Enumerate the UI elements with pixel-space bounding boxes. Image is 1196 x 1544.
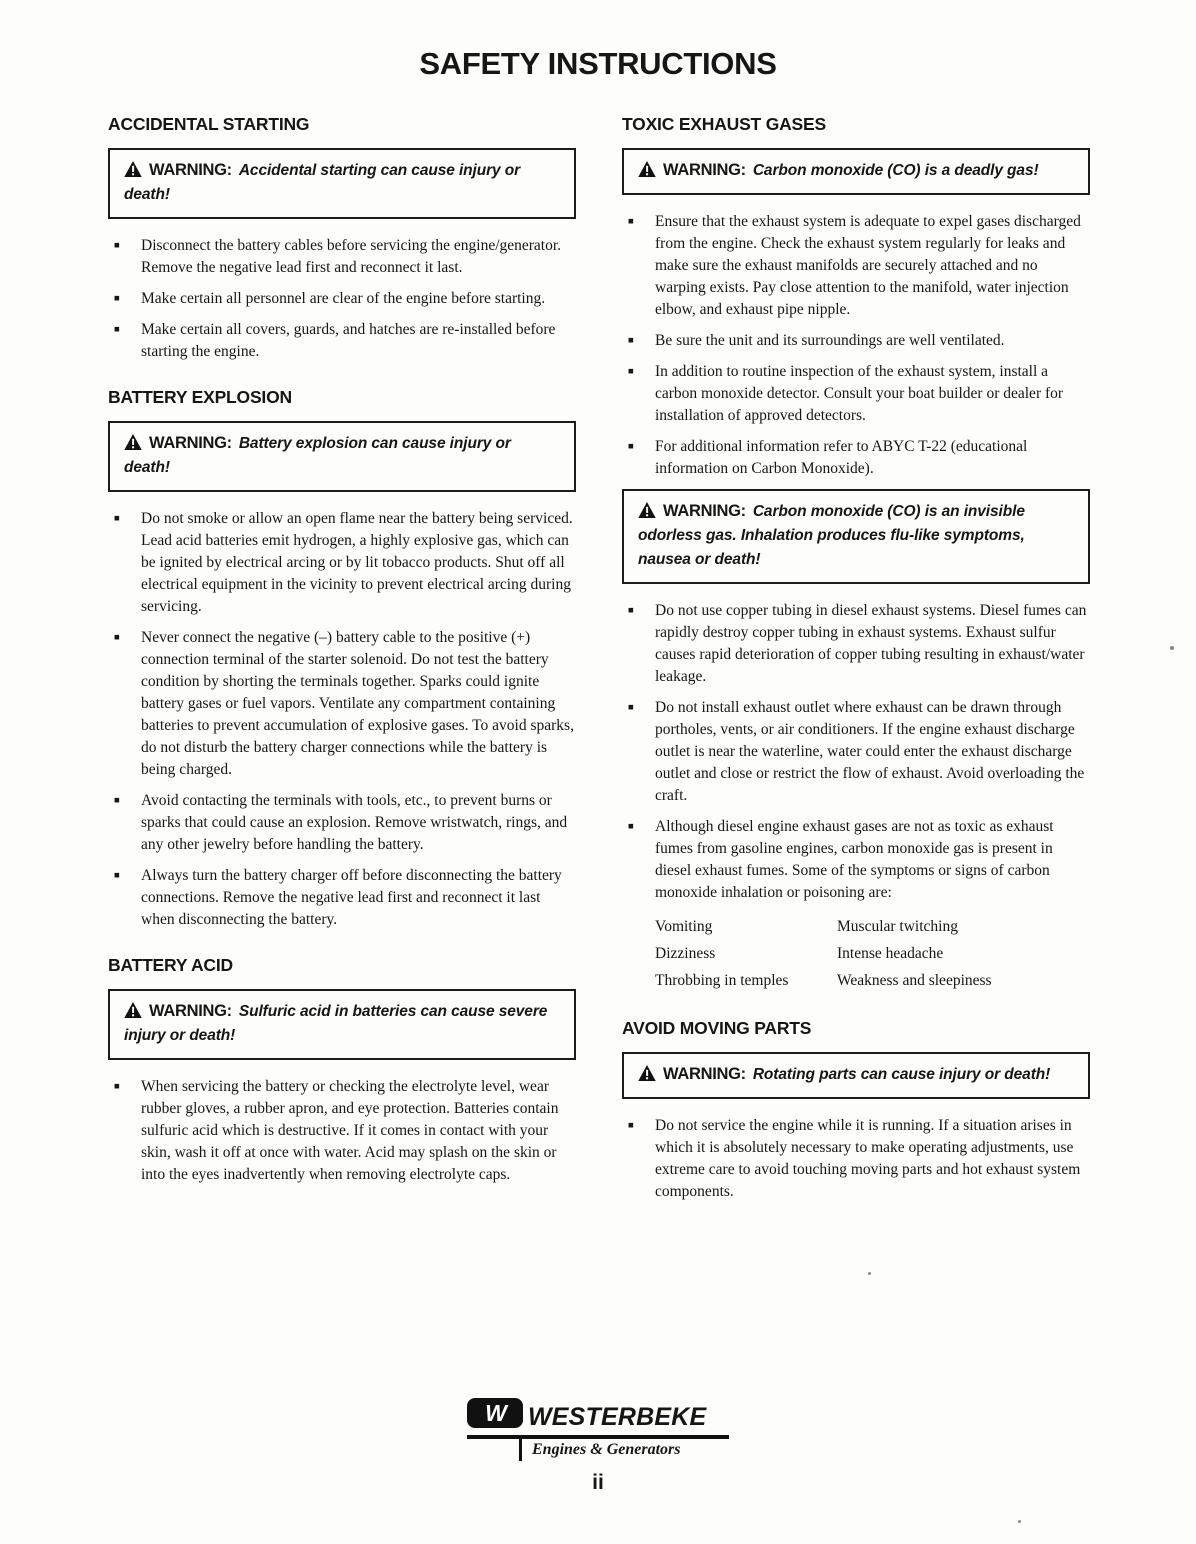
symptom-right: Muscular twitching <box>837 918 958 935</box>
logo-row <box>467 1398 729 1433</box>
list-item <box>622 1115 1090 1203</box>
warning-message <box>638 158 1074 183</box>
bullet-square-icon: ■ <box>114 325 120 335</box>
bullet-square-icon: ■ <box>114 871 120 881</box>
warning-label: WARNING: <box>149 1002 232 1020</box>
list-item-text: Do not use copper tubing in diesel exhaust systems. Diesel fumes can rapidly destroy copper tubing in exhaust systems. Exhaust sulfur causes rapid deterioration of copper tubing resulting in exhaust/water leakage. <box>655 602 1087 685</box>
section-battery-explosion <box>108 387 576 931</box>
svg-text:W: W <box>485 1400 507 1426</box>
list-item-text: Always turn the battery charger off before disconnecting the battery connections. Remove the negative lead first and reconnect it last when disconnecting the battery. <box>141 867 562 928</box>
warning-triangle-icon <box>124 1003 149 1020</box>
warning-text: Battery explosion can cause injury or death! <box>124 435 511 476</box>
list-item-text: Make certain all personnel are clear of the engine before starting. <box>141 290 546 307</box>
list-item <box>108 235 576 279</box>
list-item-text: Do not service the engine while it is running. If a situation arises in which it is absolutely necessary to make operating adjustments, use extreme care to avoid touching moving parts and hot exhaust system components. <box>655 1117 1081 1200</box>
warning-label: WARNING: <box>149 161 232 179</box>
list-item <box>622 330 1090 352</box>
bullet-square-icon: ■ <box>114 1082 120 1092</box>
westerbeke-w-icon <box>467 1398 523 1433</box>
warning-triangle-icon <box>124 162 149 179</box>
warning-triangle-icon <box>638 162 663 179</box>
symptom-left: Vomiting <box>655 918 713 935</box>
warning-text: Carbon monoxide (CO) is a deadly gas! <box>752 162 1039 179</box>
warning-label: WARNING: <box>663 502 746 520</box>
warning-text: Accidental starting can cause injury or death! <box>124 162 521 203</box>
bullet-square-icon: ■ <box>114 241 120 251</box>
symptom-left: Dizziness <box>655 945 716 962</box>
list-item <box>622 816 1090 904</box>
symptom-left: Throbbing in temples <box>655 972 789 989</box>
warning-box <box>622 489 1090 584</box>
left-column <box>108 112 576 1210</box>
right-column <box>622 112 1090 1227</box>
bullet-square-icon: ■ <box>628 217 634 227</box>
list-item <box>108 288 576 310</box>
symptom-right: Intense headache <box>837 945 944 962</box>
bullet-square-icon: ■ <box>628 336 634 346</box>
scan-artifact <box>868 1272 871 1275</box>
bullet-square-icon: ■ <box>628 1121 634 1131</box>
two-column-layout <box>108 112 1088 1227</box>
section-heading: ACCIDENTAL STARTING <box>108 114 310 134</box>
list-item-text: In addition to routine inspection of the exhaust system, install a carbon monoxide detector. Consult your boat builder or dealer for installation of approved detectors. <box>655 363 1064 424</box>
list-item <box>108 865 576 931</box>
section-avoid-moving-parts <box>622 1018 1090 1203</box>
list-item-text: Ensure that the exhaust system is adequate to expel gases discharged from the engine. Check the exhaust system regularly for leaks and make sure the exhaust manifolds are securely attached and no warping exists. Pay close attention to the manifold, water injection elbow, and exhaust pipe nipple. <box>655 213 1081 318</box>
list-item-text: When servicing the battery or checking the electrolyte level, wear rubber gloves, a rubber apron, and eye protection. Batteries contain sulfuric acid which is destructive. If it comes in contact with your skin, wash it off at once with water. Acid may splash on the skin or into the eyes inadvertently when removing electrolyte caps. <box>141 1078 559 1183</box>
list-item <box>108 319 576 363</box>
warning-message <box>124 431 560 480</box>
warning-triangle-icon <box>638 503 663 520</box>
symptom-right: Weakness and sleepiness <box>837 972 992 989</box>
list-item <box>108 1076 576 1186</box>
section-battery-acid <box>108 955 576 1186</box>
warning-box <box>622 1052 1090 1099</box>
list-item <box>622 436 1090 480</box>
bullet-square-icon: ■ <box>114 514 120 524</box>
warning-label: WARNING: <box>663 1065 746 1083</box>
brand-tagline: Engines & Generators <box>519 1439 729 1461</box>
list-item <box>108 790 576 856</box>
section-heading: BATTERY ACID <box>108 955 233 975</box>
bullet-square-icon: ■ <box>114 796 120 806</box>
warning-label: WARNING: <box>149 434 232 452</box>
symptom-row <box>655 967 1090 994</box>
list-item <box>622 600 1090 688</box>
section-heading: AVOID MOVING PARTS <box>622 1018 812 1038</box>
list-item-text: Never connect the negative (–) battery cable to the positive (+) connection terminal of the starter solenoid. Do not test the battery condition by shorting the terminals together. Sparks could ignite battery gases or fuel vapors. Ventilate any compartment containing batteries to prevent accumulation of explosive gases. To avoid sparks, do not disturb the battery charger connections while the battery is being charged. <box>141 629 574 778</box>
warning-triangle-icon <box>124 435 149 452</box>
page-title: SAFETY INSTRUCTIONS <box>419 46 777 81</box>
list-item-text: Make certain all covers, guards, and hatches are re-installed before starting the engine. <box>141 321 556 360</box>
bullet-square-icon: ■ <box>114 294 120 304</box>
section-accidental-starting <box>108 114 576 363</box>
list-item <box>108 508 576 618</box>
warning-label: WARNING: <box>663 161 746 179</box>
list-item-text: Do not smoke or allow an open flame near the battery being serviced. Lead acid batteries emit hydrogen, a highly explosive gas, which can be ignited by electrical arcing or by lit tobacco products. Shut off all electrical equipment in the vicinity to prevent electrical arcing during servicing. <box>141 510 573 615</box>
bullet-square-icon: ■ <box>628 367 634 377</box>
warning-message <box>124 158 560 207</box>
symptom-row <box>655 913 1090 940</box>
list-item-text: For additional information refer to ABYC T-22 (educational information on Carbon Monoxide). <box>655 438 1028 477</box>
brand-name: WESTERBEKE <box>528 1403 707 1431</box>
bullet-square-icon: ■ <box>628 703 634 713</box>
section-heading: TOXIC EXHAUST GASES <box>622 114 826 134</box>
warning-text: Carbon monoxide (CO) is an invisible odorless gas. Inhalation produces flu-like symptoms, nausea or death! <box>638 503 1025 568</box>
symptom-row <box>655 940 1090 967</box>
bullet-square-icon: ■ <box>628 822 634 832</box>
scan-artifact <box>1018 1520 1021 1523</box>
warning-box <box>622 148 1090 195</box>
bullet-square-icon: ■ <box>628 442 634 452</box>
list-item <box>108 627 576 781</box>
warning-text: Rotating parts can cause injury or death! <box>752 1066 1051 1083</box>
bullet-square-icon: ■ <box>628 606 634 616</box>
warning-message <box>124 999 560 1048</box>
list-item <box>622 697 1090 807</box>
scan-artifact <box>1170 646 1174 650</box>
warning-box <box>108 989 576 1060</box>
warning-message <box>638 499 1074 572</box>
list-item-text: Disconnect the battery cables before servicing the engine/generator. Remove the negative lead first and reconnect it last. <box>141 237 562 276</box>
westerbeke-logo <box>467 1398 729 1461</box>
page-number: ii <box>592 1471 604 1494</box>
list-item <box>622 361 1090 427</box>
warning-triangle-icon <box>638 1066 663 1083</box>
list-item-text: Although diesel engine exhaust gases are not as toxic as exhaust fumes from gasoline engines, carbon monoxide gas is present in diesel exhaust fumes. Some of the symptoms or signs of carbon monoxide inhalation or poisoning are: <box>655 818 1054 901</box>
footer <box>0 1398 1196 1495</box>
list-item-text: Do not install exhaust outlet where exhaust can be drawn through portholes, vents, or air conditioners. If the engine exhaust discharge outlet is near the waterline, water could enter the exhaust discharge outlet and close or restrict the flow of exhaust. Avoid overloading the craft. <box>655 699 1085 804</box>
warning-box <box>108 421 576 492</box>
warning-message <box>638 1062 1074 1087</box>
section-toxic-exhaust-gases <box>622 114 1090 994</box>
warning-text: Sulfuric acid in batteries can cause severe injury or death! <box>124 1003 548 1044</box>
list-item-text: Be sure the unit and its surroundings are well ventilated. <box>655 332 1005 349</box>
symptom-list <box>655 913 1090 994</box>
list-item-text: Avoid contacting the terminals with tools, etc., to prevent burns or sparks that could cause an explosion. Remove wristwatch, rings, and any other jewelry before handling the battery. <box>141 792 568 853</box>
bullet-square-icon: ■ <box>114 633 120 643</box>
warning-box <box>108 148 576 219</box>
list-item <box>622 211 1090 321</box>
section-heading: BATTERY EXPLOSION <box>108 387 292 407</box>
